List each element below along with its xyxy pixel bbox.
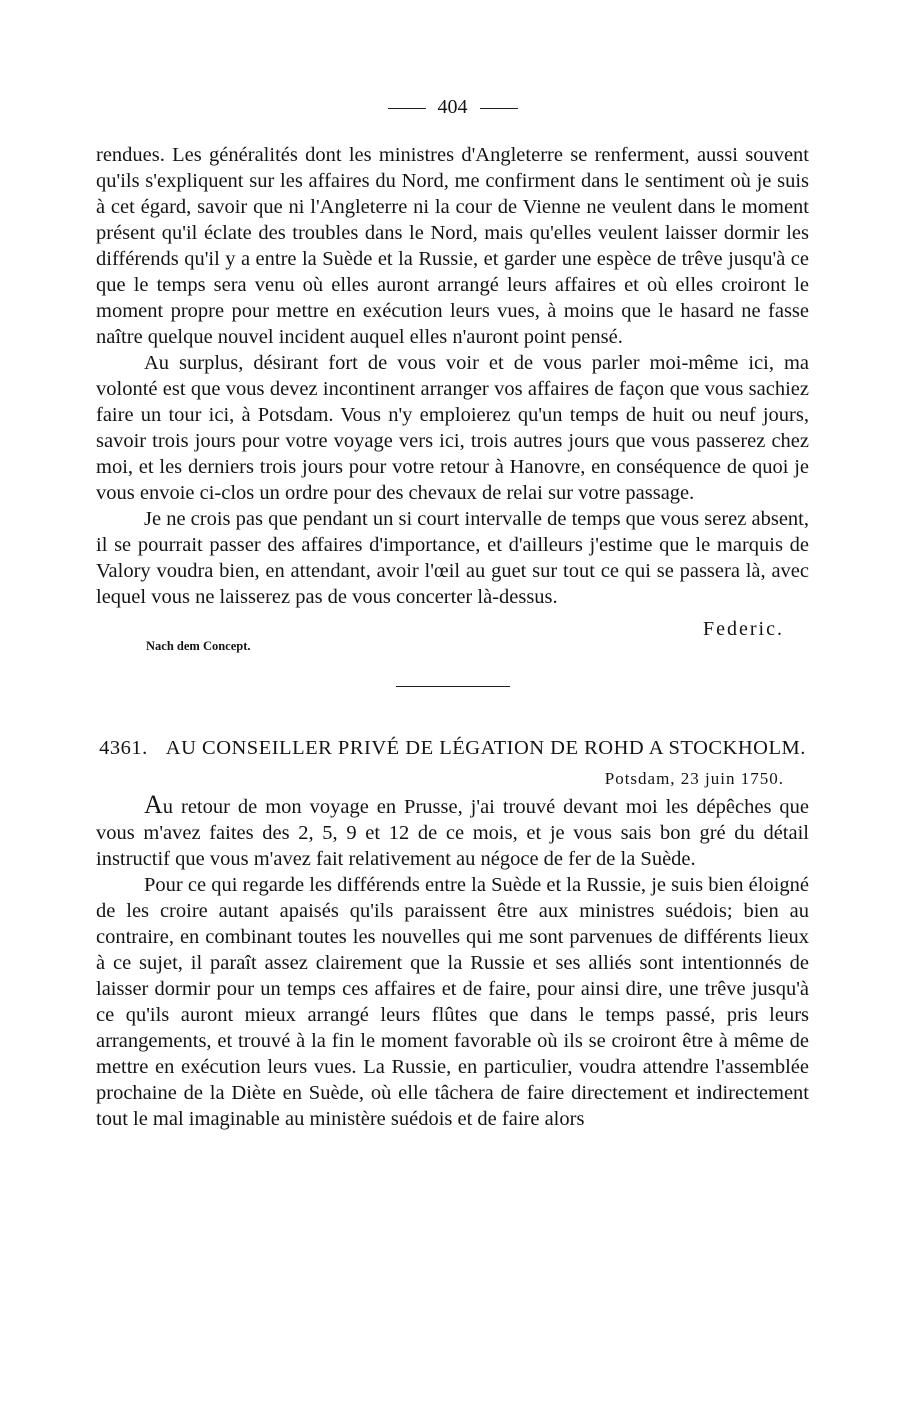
previous-letter-paragraph-2: Au surplus, désirant fort de vous voir et de vous parler moi-même ici, ma volonté est que vous devez incontinent arranger vos affaires de façon que vous sachiez faire un tour ici, à Potsdam. Vous n'y emploierez qu'un temps de huit ou neuf jours, savoir trois jours pour votre voyage vers ici, trois autres jours que vous passerez chez moi, et les derniers trois jours pour votre retour à Hanovre, en conséquence de quoi je vous envoie ci-clos un ordre pour des chevaux de relai sur votre passage. [96,352,809,504]
letter-heading [96,735,809,762]
letter-addressee: AU CONSEILLER PRIVÉ DE LÉGATION DE ROHD A STOCKHOLM. [165,737,806,759]
letter-paragraph-1-text: u retour de mon voyage en Prusse, j'ai trouvé devant moi les dépêches que vous m'avez faites des 2, 5, 9 et 12 de ce mois, et je vous sais bon gré du détail instructif que vous m'avez fait relativement au négoce de fer de la Suède. [96,796,809,870]
letter-paragraph-1 [96,792,809,872]
source-note: Nach dem Concept. [146,639,251,653]
section-divider [396,686,510,687]
previous-letter-body [96,142,809,656]
page-number: 404 [437,96,468,118]
page-number-left-dash [388,108,426,109]
previous-letter-paragraph-3: Je ne crois pas que pendant un si court intervalle de temps que vous serez absent, il se pourrait passer des affaires d'importance, et d'ailleurs j'estime que le marquis de Valory voudra bien, en attendant, avoir l'œil au guet sur tout ce qui se passera là, avec lequel vous ne laisserez pas de vous concerter là-dessus. [96,508,809,608]
page-number-line [96,92,809,122]
letter-paragraph-2: Pour ce qui regarde les différends entre la Suède et la Russie, je suis bien éloigné de les croire autant apaisés qu'ils paraissent être aux ministres suédois; bien au contraire, en combinant toutes les nouvelles qui me sont parvenues de différents lieux à ce sujet, il paraît assez clairement que la Russie et ses alliés sont intentionnés de laisser dormir pour un temps ces affaires et de faire, pour ainsi dire, une trêve jusqu'à ce qu'ils auront mieux arrangé leurs flûtes que dans le temps passé, pris leurs arrangements, et trouvé à la fin le moment favorable où ils se croiront être à même de mettre en exécution leurs vues. La Russie, en particulier, voudra attendre l'assemblée prochaine de la Diète en Suède, où elle tâchera de faire directement et indirectement tout le mal imaginable au ministère suédois et de faire alors [96,874,809,1130]
letter-number: 4361. [99,737,148,759]
initial-letter: A [144,790,163,819]
signature: Federic. [703,618,784,640]
page-number-right-dash [480,108,518,109]
signature-row [96,610,809,640]
book-page [96,92,809,1132]
letter-dateline: Potsdam, 23 juin 1750. [604,769,784,788]
previous-letter-paragraph-1: rendues. Les généralités dont les ministres d'Angleterre se renferment, aussi souvent qu'ils s'expliquent sur les affaires du Nord, me confirment dans le sentiment où je suis à cet égard, savoir que ni l'Angleterre ni la cour de Vienne ne veulent dans le moment présent qu'il éclate des troubles dans le Nord, mais qu'elles veulent laisser dormir les différends qu'il y a entre la Suède et la Russie, et garder une espèce de trêve jusqu'à ce que le temps sera venu où elles auront arrangé leurs affaires et où elles croiront le moment propre pour mettre en exécution leurs vues, à moins que le hasard ne fasse naître quelque nouvel incident auquel elles n'auront point pensé. [96,144,809,348]
